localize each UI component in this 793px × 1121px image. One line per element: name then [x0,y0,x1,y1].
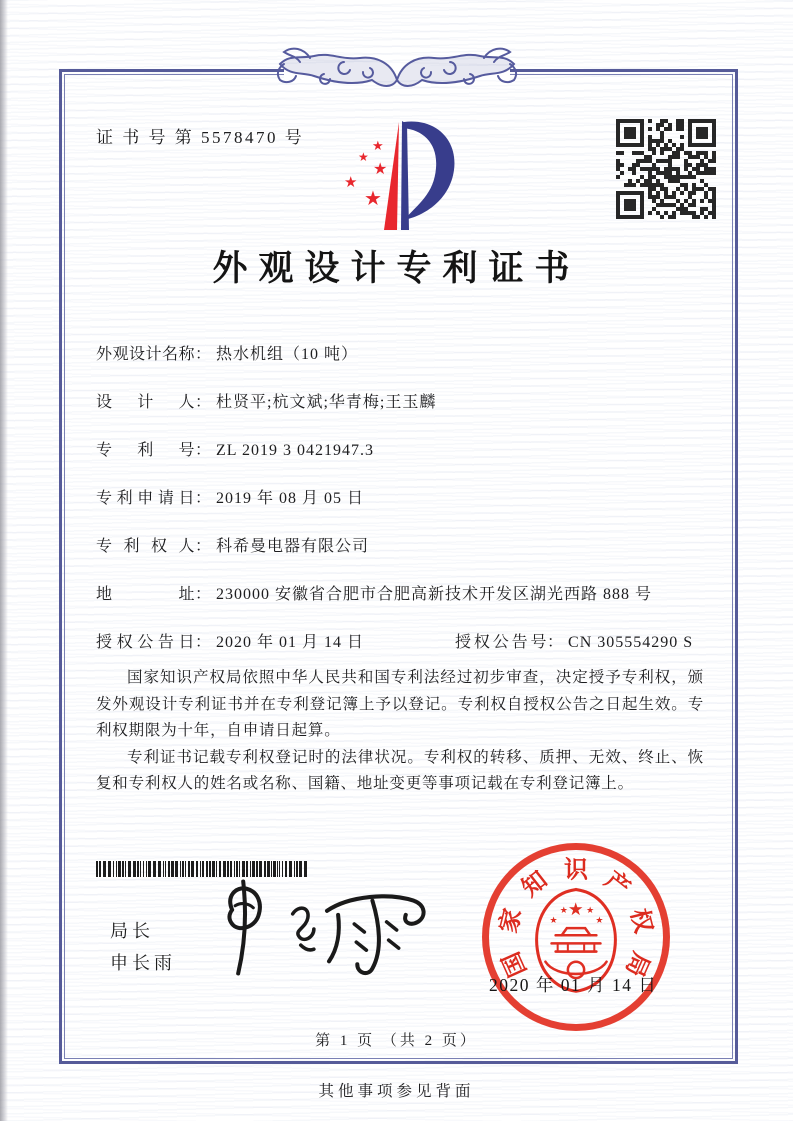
certificate-number-text: 证 书 号 第 5578470 号 [96,128,305,147]
scan-edge [0,0,8,1121]
field-grant-number [455,629,693,652]
field-address [96,581,716,604]
top-flourish-ornament [274,34,520,110]
seal-char: 产 [599,866,635,903]
svg-text:★: ★ [372,138,384,153]
official-seal [482,843,670,1031]
field-label: 专利权人 [96,538,195,555]
seal-date: 2020 年 01 月 14 日 [489,975,658,995]
colon: ： [195,634,212,651]
seal-char: 识 [564,857,588,884]
field-patentee [96,533,716,556]
field-patent-number [96,437,716,460]
certificate-number [96,123,304,148]
back-note: 其他事项参见背面 [318,1083,475,1100]
barcode [96,861,310,877]
seal-char: 局 [619,947,654,981]
seal-char: 知 [517,866,553,903]
page-number: 第 1 页 （共 2 页） [315,1033,478,1049]
field-label: 授权公告日 [96,634,195,651]
svg-text:★: ★ [595,915,604,926]
field-grant-date [96,629,716,652]
field-value: 杜贤平;杭文斌;华青梅;王玉麟 [216,394,437,411]
field-designers [96,389,716,412]
signature-handwriting [220,878,432,982]
legal-paragraph-1: 国家知识产权局依照中华人民共和国专利法经过初步审查，决定授予专利权，颁发外观设计专利证书并在专利登记簿上予以登记。专利权自授权公告之日起生效。专利权期限为十年，自申请日起算。 [96,669,704,739]
seal-char: 国 [498,947,533,981]
seal-char: 家 [495,906,527,936]
field-value: 230000 安徽省合肥市合肥高新技术开发区湖光西路 888 号 [216,586,653,603]
logo-blue-bar [401,121,409,230]
colon: ： [195,586,212,603]
field-value: 热水机组（10 吨） [216,346,359,363]
emblem-stars [550,900,604,925]
qr-code [616,119,716,219]
legal-text [96,665,704,798]
svg-text:★: ★ [559,904,568,915]
field-value: 2019 年 08 月 05 日 [216,490,365,507]
field-filing-date [96,485,716,508]
field-label: 专利号 [96,442,195,459]
colon: ： [195,538,212,555]
colon: ： [195,394,212,411]
field-label: 授权公告号 [455,634,547,651]
logo-stars [344,138,387,210]
svg-text:★: ★ [344,175,358,191]
svg-text:★: ★ [549,915,558,926]
field-value: ZL 2019 3 0421947.3 [216,442,374,459]
colon: ： [195,490,212,507]
logo-blue-bowl [403,122,454,220]
svg-text:★: ★ [358,150,369,164]
svg-text:★: ★ [567,899,584,919]
svg-text:★: ★ [364,188,382,210]
field-label: 设计人 [96,394,195,411]
field-value: 2020 年 01 月 14 日 [216,634,365,651]
certificate-title: 外观设计专利证书 [212,249,581,288]
officer-title: 局长 [110,921,154,941]
legal-paragraph-2: 专利证书记载专利权登记时的法律状况。专利权的转移、质押、无效、终止、恢复和专利权人的姓名或名称、国籍、地址变更等事项记载在专利登记簿上。 [96,748,704,792]
colon: ： [547,634,564,651]
field-value: 科希曼电器有限公司 [216,538,370,555]
field-value: CN 305554290 S [568,634,694,651]
field-label: 专利申请日 [96,490,195,507]
cnipa-logo-icon [332,108,466,240]
field-design-name [96,341,716,364]
field-label: 外观设计名称 [96,346,196,363]
colon: ： [195,346,212,363]
svg-text:★: ★ [373,161,388,178]
svg-text:★: ★ [586,904,595,915]
colon: ： [195,442,212,459]
field-label: 地址 [96,586,195,603]
seal-char: 权 [625,906,657,936]
officer-name: 申长雨 [110,953,176,973]
